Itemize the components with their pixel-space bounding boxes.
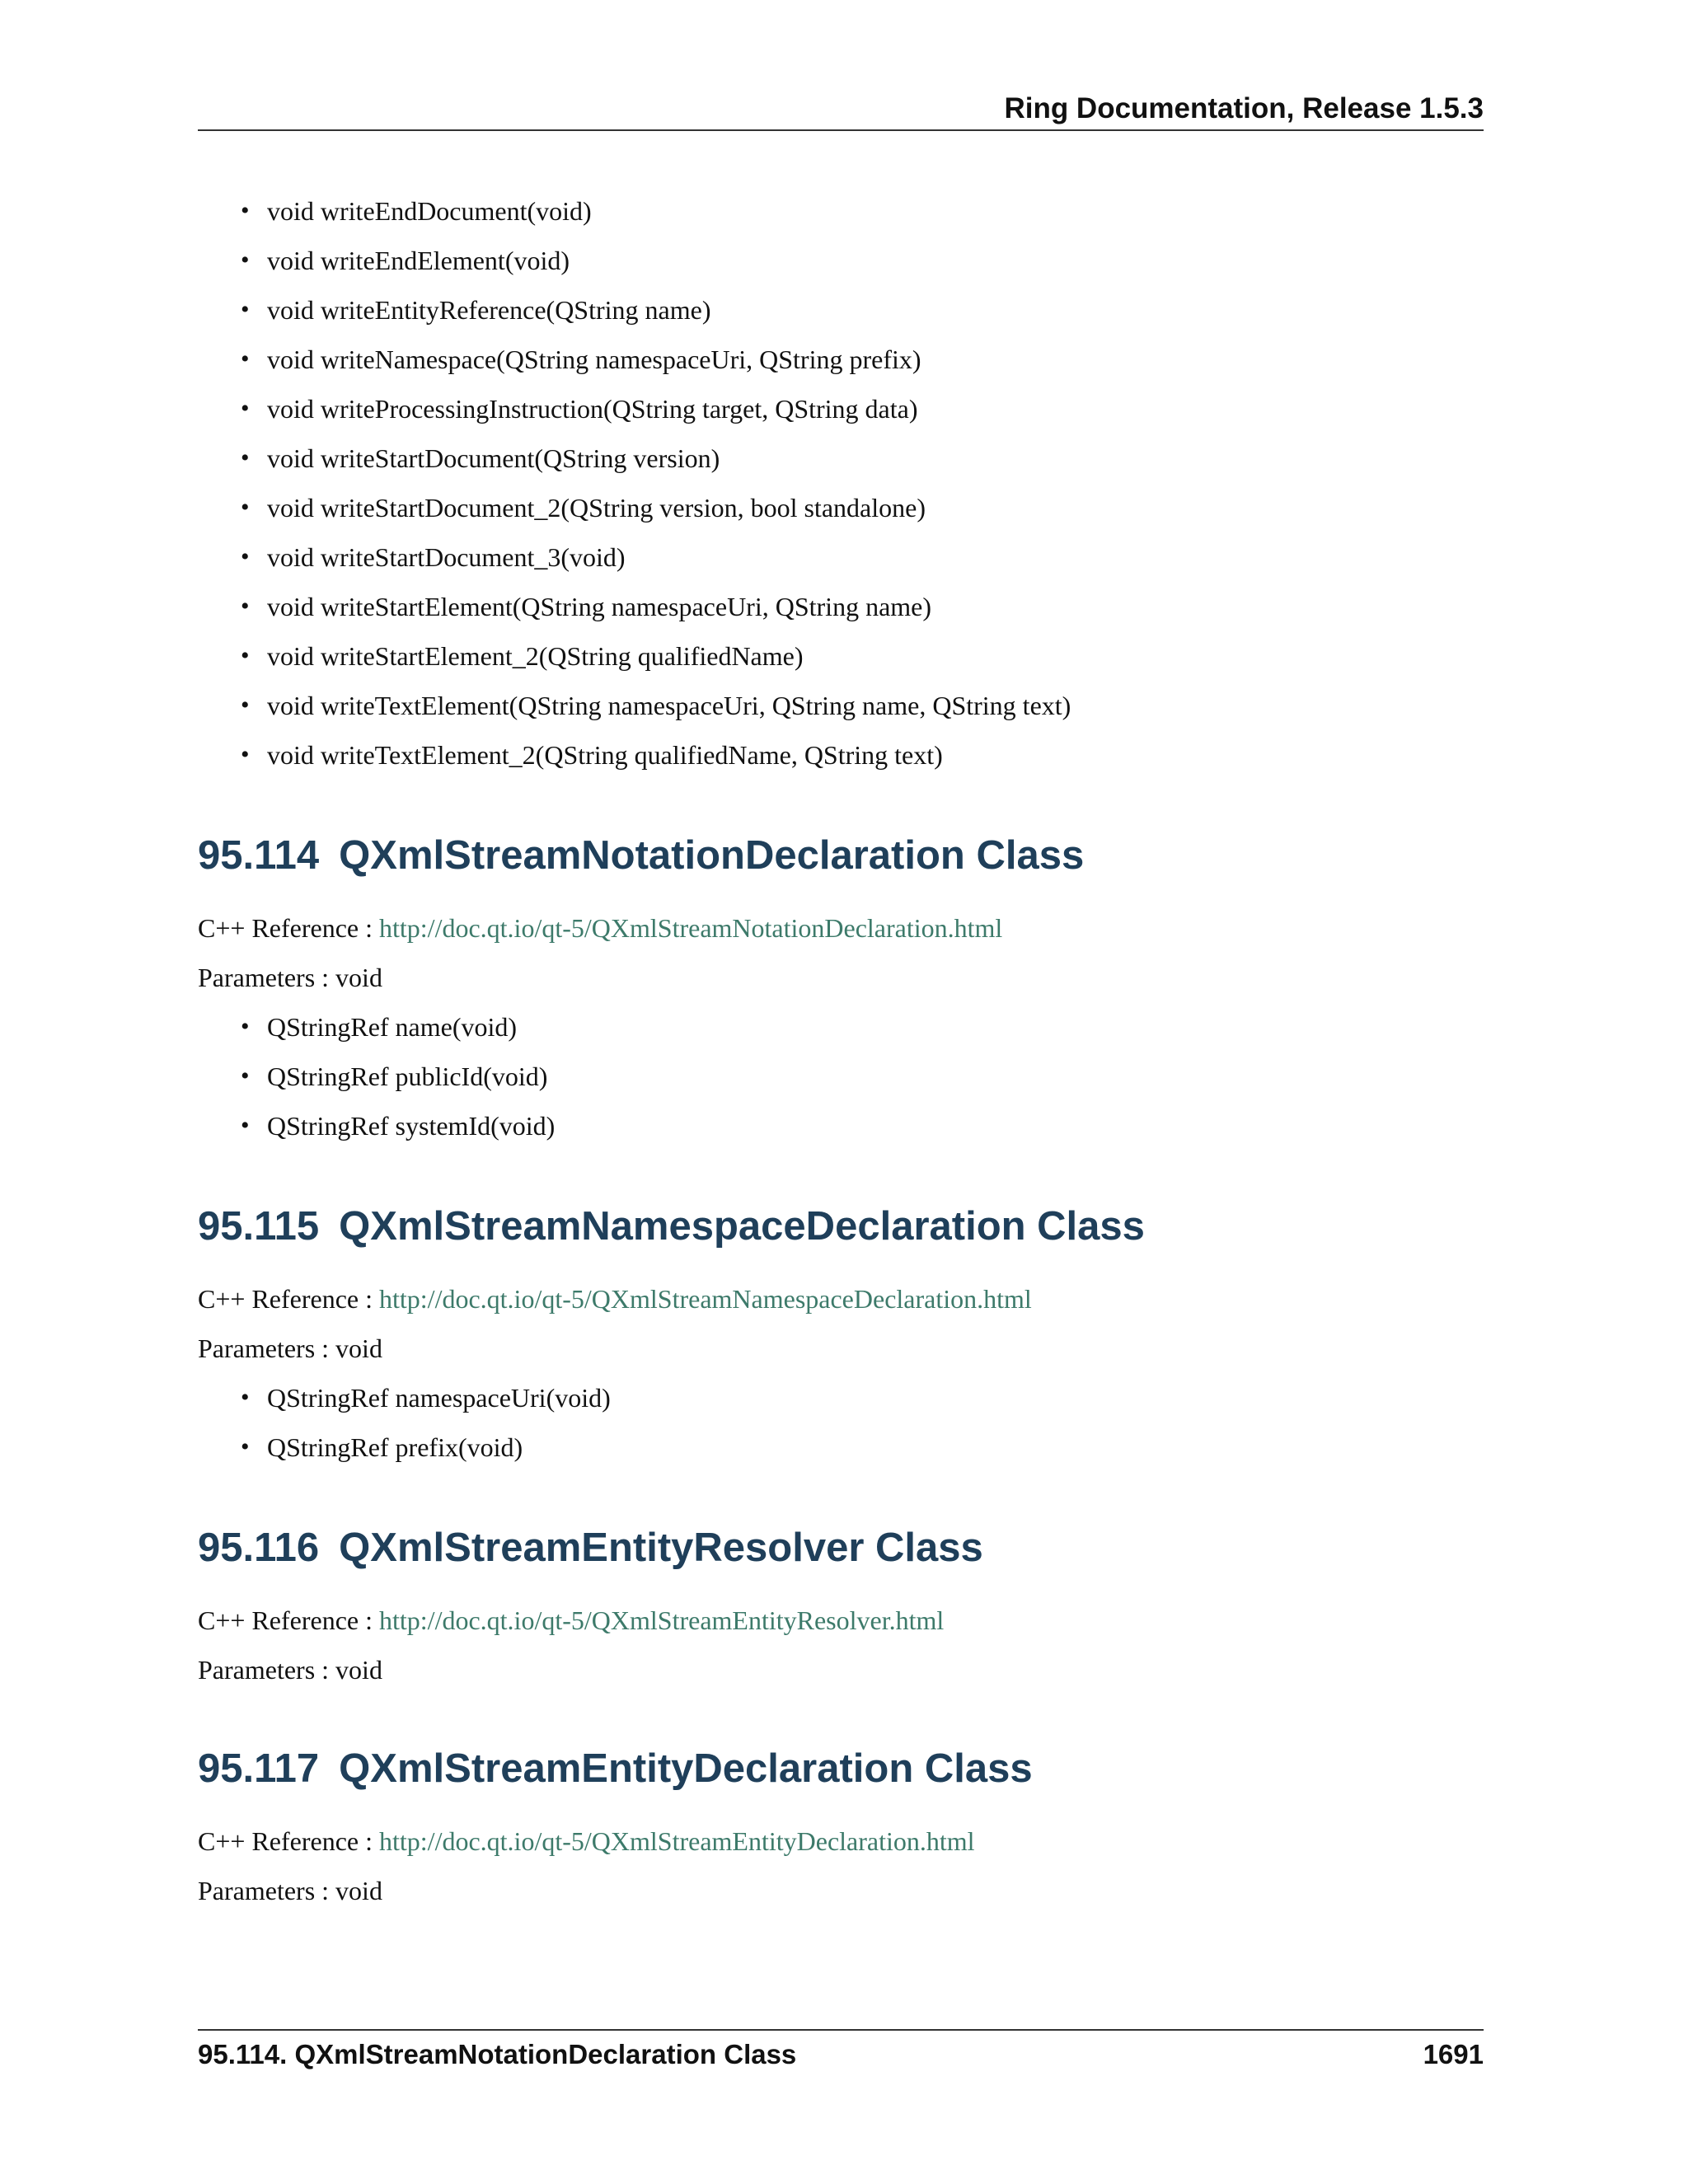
section-qxmlstreamentitydeclaration	[198, 1744, 1484, 1907]
section-number: 95.114	[198, 833, 320, 878]
cpp-reference: C++ Reference : http://doc.qt.io/qt-5/QXmlStreamEntityDeclaration.html	[198, 1826, 975, 1856]
cpp-reference-link[interactable]: http://doc.qt.io/qt-5/QXmlStreamEntityResolver.html	[379, 1605, 945, 1635]
method-list-continued	[198, 194, 1484, 771]
list-item: • void writeStartDocument_2(QString version, bool standalone)	[241, 493, 926, 523]
section-title: QXmlStreamNamespaceDeclaration Class	[339, 1204, 1145, 1249]
bullet-icon: •	[241, 345, 250, 373]
page-number: 1691	[1423, 2039, 1484, 2069]
bullet-icon: •	[241, 246, 250, 274]
bullet-icon: •	[241, 691, 250, 719]
list-item: • QStringRef name(void)	[241, 1012, 518, 1042]
list-item: • QStringRef namespaceUri(void)	[241, 1383, 611, 1413]
bullet-icon: •	[241, 642, 250, 669]
list-item: • void writeStartElement(QString namespaceUri, QString name)	[241, 592, 932, 621]
section-heading	[198, 1202, 1484, 1251]
bullet-icon: •	[241, 1112, 250, 1139]
parameters-line: Parameters : void	[198, 1876, 382, 1905]
list-item: • void writeEntityReference(QString name)	[241, 295, 711, 325]
bullet-icon: •	[241, 1013, 250, 1040]
list-item: • void writeStartDocument_3(void)	[241, 542, 626, 572]
bullet-icon: •	[241, 1062, 250, 1090]
cpp-reference-link[interactable]: http://doc.qt.io/qt-5/QXmlStreamNotationDeclaration.html	[379, 913, 1003, 943]
section-qxmlstreamnotationdeclaration	[198, 831, 1484, 1142]
bullet-icon: •	[241, 296, 250, 323]
list-item: • void writeEndDocument(void)	[241, 196, 592, 226]
section-heading	[198, 1744, 1484, 1793]
list-item: • void writeTextElement_2(QString qualifiedName, QString text)	[241, 740, 943, 770]
cpp-reference: C++ Reference : http://doc.qt.io/qt-5/QXmlStreamNamespaceDeclaration.html	[198, 1284, 1032, 1314]
header-rule	[198, 129, 1484, 131]
list-item: • void writeStartDocument(QString version)	[241, 443, 720, 473]
cpp-reference-link[interactable]: http://doc.qt.io/qt-5/QXmlStreamNamespaceDeclaration.html	[379, 1284, 1032, 1314]
footer-rule	[198, 2029, 1484, 2031]
bullet-icon: •	[241, 1384, 250, 1411]
section-heading	[198, 1523, 1484, 1572]
cpp-reference: C++ Reference : http://doc.qt.io/qt-5/QXmlStreamEntityResolver.html	[198, 1605, 945, 1635]
section-title: QXmlStreamEntityDeclaration Class	[339, 1746, 1033, 1791]
running-header: Ring Documentation, Release 1.5.3	[1004, 92, 1484, 124]
bullet-icon: •	[241, 1433, 250, 1460]
list-item: • void writeTextElement(QString namespaceUri, QString name, QString text)	[241, 691, 1071, 720]
list-item: • QStringRef systemId(void)	[241, 1111, 556, 1141]
bullet-icon: •	[241, 395, 250, 422]
list-item: • void writeStartElement_2(QString qualifiedName)	[241, 641, 804, 671]
bullet-icon: •	[241, 741, 250, 768]
cpp-reference-link[interactable]: http://doc.qt.io/qt-5/QXmlStreamEntityDeclaration.html	[379, 1826, 975, 1856]
method-list	[198, 1010, 1484, 1142]
section-qxmlstreamentityresolver	[198, 1523, 1484, 1686]
bullet-icon: •	[241, 593, 250, 620]
section-heading	[198, 831, 1484, 880]
footer-section-label: 95.114. QXmlStreamNotationDeclaration Class	[198, 2039, 797, 2069]
parameters-line: Parameters : void	[198, 963, 382, 992]
document-page	[198, 0, 1484, 2184]
bullet-icon: •	[241, 197, 250, 224]
method-list	[198, 1381, 1484, 1464]
section-qxmlstreamnamespacedeclaration	[198, 1202, 1484, 1464]
page-content	[198, 194, 1484, 1907]
list-item: • void writeNamespace(QString namespaceUri, QString prefix)	[241, 344, 921, 374]
list-item: • void writeEndElement(void)	[241, 246, 570, 275]
section-title: QXmlStreamNotationDeclaration Class	[339, 833, 1085, 878]
parameters-line: Parameters : void	[198, 1333, 382, 1363]
section-title: QXmlStreamEntityResolver Class	[339, 1526, 983, 1570]
bullet-icon: •	[241, 543, 250, 570]
section-number: 95.115	[198, 1204, 320, 1249]
parameters-line: Parameters : void	[198, 1655, 382, 1685]
list-item: • void writeProcessingInstruction(QString target, QString data)	[241, 394, 918, 424]
list-item: • QStringRef publicId(void)	[241, 1062, 548, 1091]
section-number: 95.116	[198, 1526, 320, 1570]
bullet-icon: •	[241, 494, 250, 521]
list-item: • QStringRef prefix(void)	[241, 1432, 523, 1462]
bullet-icon: •	[241, 444, 250, 471]
cpp-reference: C++ Reference : http://doc.qt.io/qt-5/QXmlStreamNotationDeclaration.html	[198, 913, 1003, 943]
section-number: 95.117	[198, 1746, 320, 1791]
